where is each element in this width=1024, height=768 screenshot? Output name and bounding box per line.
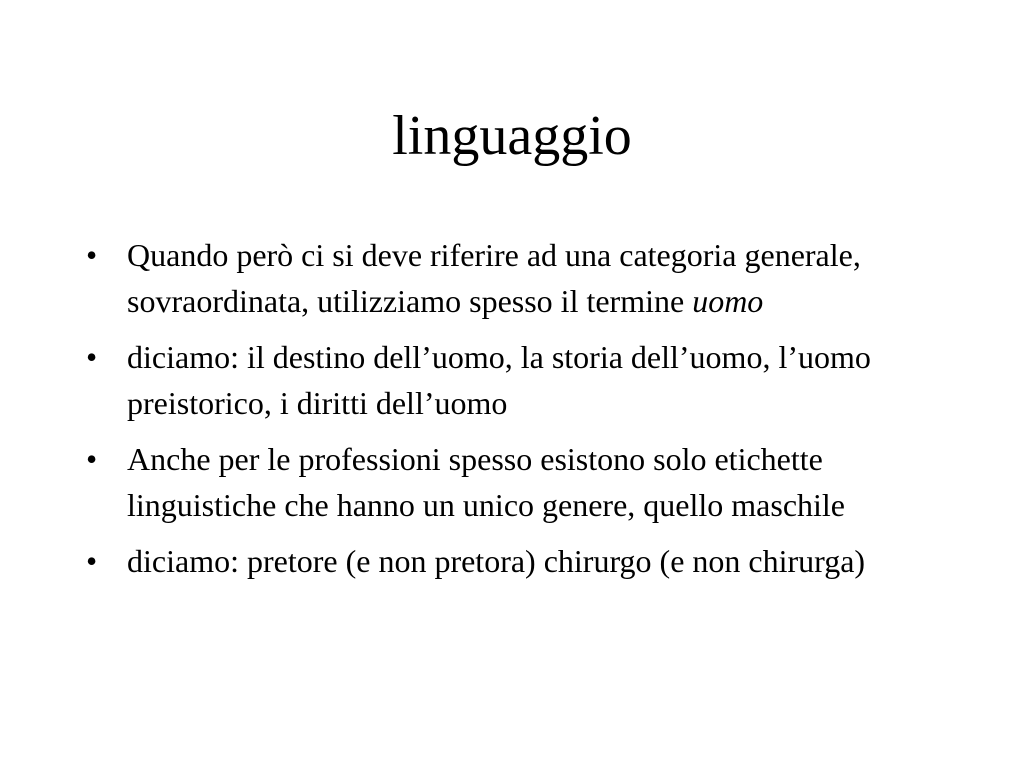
bullet-text: diciamo: il destino dell’uomo, la storia dell’uomo, l’uomo preistorico, i diritti dell’uomo [127,339,871,421]
bullet-icon: • [86,441,98,477]
list-item [86,232,946,324]
list-item [86,436,946,528]
bullet-icon: • [86,237,98,273]
bullet-icon: • [86,339,98,375]
bullet-emphasis: uomo [692,283,764,319]
slide-title: linguaggio [392,105,632,167]
list-item [86,538,946,584]
bullet-list [86,232,946,594]
bullet-text: Anche per le professioni spesso esistono solo etichette linguistiche che hanno un unico genere, quello maschile [127,441,845,523]
list-item [86,334,946,426]
bullet-text: Quando però ci si deve riferire ad una categoria generale, sovraordinata, utilizziamo spesso il termine [127,237,861,319]
bullet-text: diciamo: pretore (e non pretora) chirurgo (e non chirurga) [127,543,866,579]
bullet-icon: • [86,543,98,579]
